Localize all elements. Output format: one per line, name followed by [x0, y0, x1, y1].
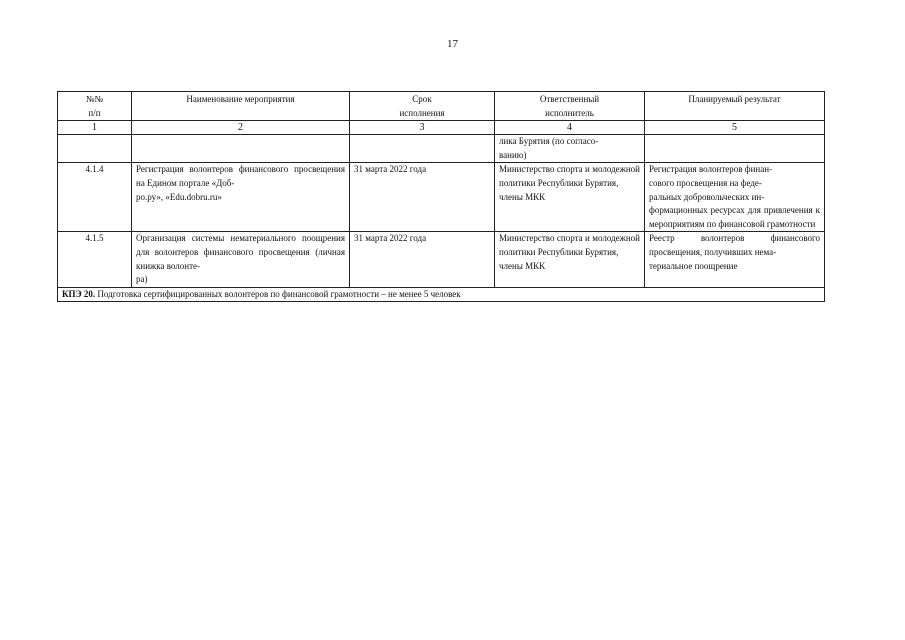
column-number: 2: [132, 121, 350, 135]
column-number: 3: [350, 121, 495, 135]
table-row: [58, 232, 825, 287]
deadline: 31 марта 2022 года: [350, 163, 495, 232]
kpe-cell: [58, 287, 825, 302]
header-responsible: [495, 92, 645, 121]
event-name-text: Организация системы нематериального поощрения для волонтеров финансового просвещения (личная книжка волонте- ра): [136, 233, 345, 285]
header-num-text: №№ п/п: [85, 94, 104, 118]
responsible-text: Министерство спорта и молодежной политики Республики Бурятия, члены МКК: [499, 164, 640, 202]
continuation-row: [58, 135, 825, 163]
column-number: 4: [495, 121, 645, 135]
continuation-responsible: [495, 135, 645, 163]
planned-result-text: Реестр волонтеров финансового просвещения, получивших нема- териальное поощрение: [649, 233, 820, 271]
planned-result: [645, 232, 825, 287]
table-row: [58, 163, 825, 232]
page-number: 17: [447, 38, 458, 50]
responsible: [495, 163, 645, 232]
row-number: 4.1.5: [58, 232, 132, 287]
kpe-row: [58, 287, 825, 302]
planned-result: [645, 163, 825, 232]
column-number: 5: [645, 121, 825, 135]
event-name-text: Регистрация волонтеров финансового просвещения на Едином портале «Доб- ро.ру», «Edu.dobru.ru»: [136, 164, 345, 202]
continuation-responsible-text: лика Бурятия (по согласо- ванию): [499, 136, 599, 160]
header-row: [58, 92, 825, 121]
row-number: 4.1.4: [58, 163, 132, 232]
event-name: [132, 232, 350, 287]
plan-table: [57, 91, 825, 302]
responsible: [495, 232, 645, 287]
header-name: Наименование мероприятия: [132, 92, 350, 121]
column-number-row: [58, 121, 825, 135]
column-number: 1: [58, 121, 132, 135]
header-num: [58, 92, 132, 121]
header-result: Планируемый результат: [645, 92, 825, 121]
kpe-label: КПЭ 20.: [62, 288, 96, 299]
header-deadline-text: Срок исполнения: [399, 94, 445, 118]
header-deadline: [350, 92, 495, 121]
header-responsible-text: Ответственный исполнитель: [539, 94, 600, 118]
planned-result-text: Регистрация волонтеров финан- сового просвещения на феде- ральных добровольческих ин- формационных ресурсах для привлечения к мероприятиям по финансовой грамотности: [649, 164, 820, 229]
deadline: 31 марта 2022 года: [350, 232, 495, 287]
responsible-text: Министерство спорта и молодежной политики Республики Бурятия, члены МКК: [499, 233, 640, 271]
event-name: [132, 163, 350, 232]
kpe-text: Подготовка сертифицированных волонтеров по финансовой грамотности – не менее 5 человек: [95, 288, 461, 299]
